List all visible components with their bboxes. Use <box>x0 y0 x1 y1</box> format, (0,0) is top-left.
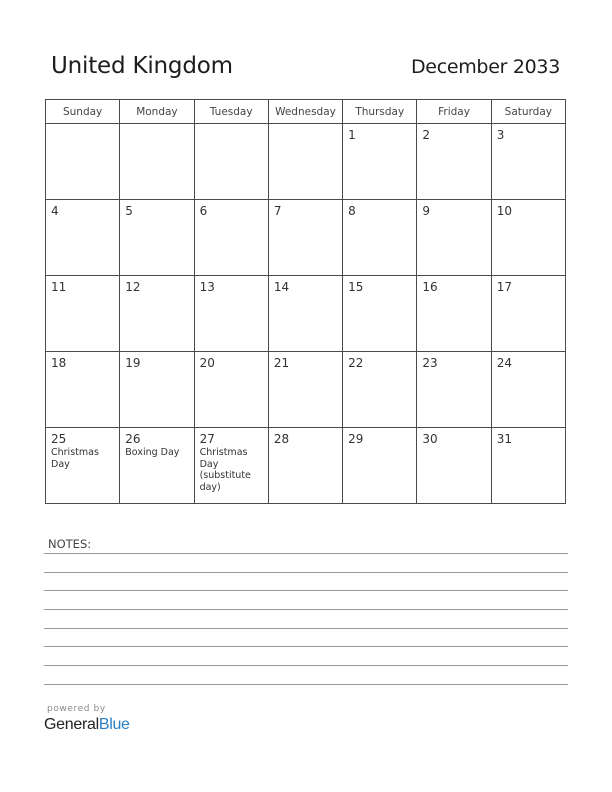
day-cell <box>417 124 491 200</box>
note-line <box>44 684 568 685</box>
day-number: 16 <box>422 280 438 294</box>
day-cell <box>46 276 120 352</box>
calendar-body <box>46 124 566 504</box>
day-number: 5 <box>125 204 133 218</box>
week-row <box>46 428 566 504</box>
day-number: 31 <box>496 432 512 446</box>
day-cell <box>194 428 268 504</box>
holiday-label: Christmas Day (substitute day) <box>199 447 251 493</box>
day-number: 7 <box>273 204 282 218</box>
day-number: 13 <box>199 280 215 294</box>
day-cell <box>417 276 491 352</box>
country-title: United Kingdom <box>51 53 233 79</box>
day-number: 10 <box>496 204 512 218</box>
day-number: 25 <box>51 432 67 446</box>
day-number: 15 <box>348 280 364 294</box>
day-cell <box>343 276 417 352</box>
note-line <box>44 609 568 610</box>
day-number: 9 <box>422 204 431 218</box>
weekday-friday: Friday <box>417 100 491 124</box>
day-number: 2 <box>422 128 431 142</box>
day-cell <box>46 352 120 428</box>
day-cell <box>268 124 342 200</box>
month-title: December 2033 <box>410 56 560 78</box>
day-number: 29 <box>348 432 364 446</box>
holiday-label: Christmas Day <box>51 447 99 470</box>
week-row <box>46 124 566 200</box>
day-number: 28 <box>273 432 290 446</box>
weekday-monday: Monday <box>120 100 194 124</box>
weekday-header-row <box>46 100 566 124</box>
day-number: 11 <box>51 280 67 294</box>
day-cell <box>491 276 565 352</box>
calendar-grid <box>45 99 566 504</box>
day-cell <box>491 428 565 504</box>
week-row <box>46 200 566 276</box>
day-number: 21 <box>273 356 290 370</box>
week-row <box>46 352 566 428</box>
day-cell <box>417 200 491 276</box>
day-number: 22 <box>348 356 364 370</box>
week-row <box>46 276 566 352</box>
day-cell <box>194 276 268 352</box>
day-cell <box>194 352 268 428</box>
day-cell <box>343 124 417 200</box>
weekday-thursday: Thursday <box>343 100 417 124</box>
brand-general: General <box>44 716 99 733</box>
holiday-label: Boxing Day <box>125 447 180 458</box>
weekday-wednesday: Wednesday <box>268 100 342 124</box>
day-cell <box>120 352 194 428</box>
powered-by-text: powered by <box>47 704 106 714</box>
day-number: 6 <box>199 204 208 218</box>
day-number: 12 <box>125 280 141 294</box>
day-cell <box>120 200 194 276</box>
day-number: 24 <box>496 356 512 370</box>
day-number: 14 <box>273 280 290 294</box>
note-line <box>44 628 568 629</box>
day-cell <box>46 124 120 200</box>
brand-logo <box>44 716 130 734</box>
brand-blue: Blue <box>98 716 130 733</box>
day-cell <box>268 428 342 504</box>
day-cell <box>417 428 491 504</box>
day-cell <box>417 352 491 428</box>
day-number: 18 <box>51 356 67 370</box>
day-cell <box>46 200 120 276</box>
weekday-tuesday: Tuesday <box>194 100 268 124</box>
notes-label: NOTES: <box>48 537 92 551</box>
day-cell <box>194 200 268 276</box>
day-number: 17 <box>496 280 512 294</box>
day-cell <box>268 200 342 276</box>
day-number: 26 <box>125 432 141 446</box>
weekday-sunday: Sunday <box>46 100 120 124</box>
day-number: 27 <box>199 432 215 446</box>
day-number: 1 <box>348 128 356 142</box>
note-line <box>44 572 568 573</box>
day-cell <box>268 352 342 428</box>
day-number: 30 <box>422 432 438 446</box>
day-cell <box>120 428 194 504</box>
note-line <box>44 590 568 591</box>
note-line <box>44 553 568 554</box>
day-number: 19 <box>125 356 141 370</box>
day-cell <box>194 124 268 200</box>
day-cell <box>491 124 565 200</box>
day-cell <box>120 276 194 352</box>
day-cell <box>268 276 342 352</box>
day-number: 8 <box>348 204 356 218</box>
day-cell <box>120 124 194 200</box>
weekday-saturday: Saturday <box>491 100 565 124</box>
day-cell <box>343 352 417 428</box>
day-number: 23 <box>422 356 438 370</box>
day-number: 4 <box>51 204 59 218</box>
day-number: 20 <box>199 356 215 370</box>
day-cell <box>491 352 565 428</box>
note-line <box>44 665 568 666</box>
day-cell <box>343 200 417 276</box>
day-cell <box>491 200 565 276</box>
day-cell <box>343 428 417 504</box>
day-cell <box>46 428 120 504</box>
note-line <box>44 646 568 647</box>
day-number: 3 <box>496 128 505 142</box>
